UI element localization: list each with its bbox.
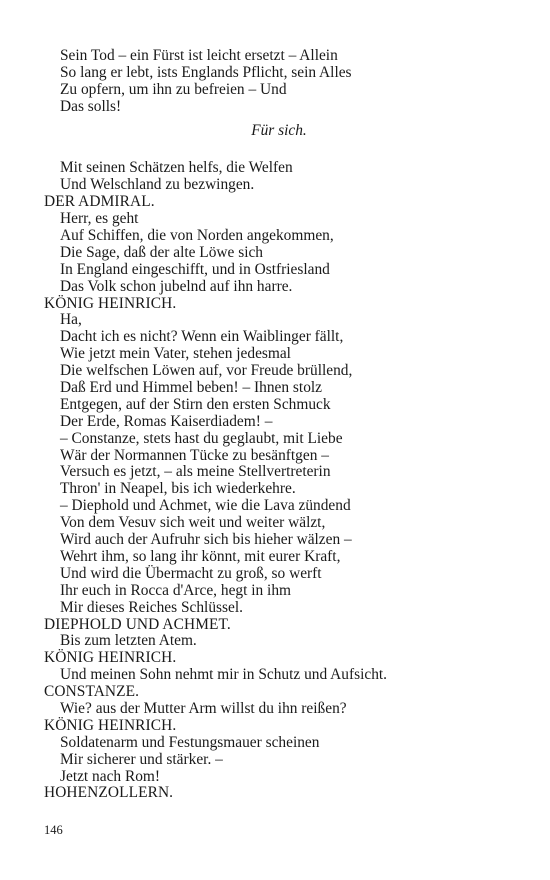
verse-line: Sein Tod – ein Fürst ist leicht ersetzt – Allein <box>60 47 338 64</box>
speaker-name: DIEPHOLD UND ACHMET. <box>44 615 231 633</box>
verse-line: Wär der Normannen Tücke zu besänftgen – <box>60 446 329 464</box>
verse-line: Und Welschland zu bezwingen. <box>60 176 255 194</box>
verse-line: Soldatenarm und Festungsmauer scheinen <box>60 733 320 751</box>
verse-line: Thron' in Neapel, bis ich wiederkehre. <box>60 480 296 498</box>
verse-line: Von dem Vesuv sich weit und weiter wälzt, <box>60 514 326 532</box>
verse-line: Ihr euch in Rocca d'Arce, hegt in ihm <box>60 581 291 599</box>
speaker-name: KÖNIG HEINRICH. <box>44 294 177 312</box>
verse-line: Mir sicherer und stärker. – <box>60 750 223 768</box>
drama-text <box>44 48 514 802</box>
verse-line: Zu opfern, um ihn zu befreien – Und <box>60 80 287 98</box>
verse-line: In England eingeschifft, und in Ostfriesland <box>60 260 330 278</box>
verse-line: Herr, es geht <box>60 210 139 228</box>
speaker-name: DER ADMIRAL. <box>44 193 155 211</box>
page-number: 146 <box>44 823 63 837</box>
verse-line: Das solls! <box>60 97 122 115</box>
verse-line: – Diephold und Achmet, wie die Lava zündend <box>60 497 351 515</box>
verse-line: Wie? aus der Mutter Arm willst du ihn reißen? <box>60 699 347 717</box>
stage-direction: Für sich. <box>251 121 307 139</box>
verse-line: Mit seinen Schätzen helfs, die Welfen <box>60 159 293 177</box>
verse-line: Auf Schiffen, die von Norden angekommen, <box>60 227 334 245</box>
verse-line: Versuch es jetzt, – als meine Stellvertreterin <box>60 463 331 481</box>
verse-line: Wehrt ihm, so lang ihr könnt, mit eurer Kraft, <box>60 547 341 565</box>
speaker-name: KÖNIG HEINRICH. <box>44 649 177 667</box>
verse-line: Ha, <box>60 311 82 329</box>
verse-line: Mir dieses Reiches Schlüssel. <box>60 598 243 616</box>
speaker-name: CONSTANZE. <box>44 683 140 701</box>
verse-line: Der Erde, Romas Kaiserdiadem! – <box>60 412 273 430</box>
verse-line: Entgegen, auf der Stirn den ersten Schmuck <box>60 395 331 413</box>
speaker-name: KÖNIG HEINRICH. <box>44 716 177 734</box>
speaker-name: HOHENZOLLERN. <box>44 784 174 802</box>
verse-line: Und wird die Übermacht zu groß, so werft <box>60 564 322 582</box>
verse-line: Und meinen Sohn nehmt mir in Schutz und Aufsicht. <box>60 666 388 684</box>
verse-line: Wird auch der Aufruhr sich bis hieher wälzen – <box>60 531 352 549</box>
verse-line: Die Sage, daß der alte Löwe sich <box>60 243 263 261</box>
verse-line: So lang er lebt, ists Englands Pflicht, sein Alles <box>60 63 352 81</box>
verse-line: Das Volk schon jubelnd auf ihn harre. <box>60 277 293 295</box>
verse-line: Die welfschen Löwen auf, vor Freude brüllend, <box>60 362 353 380</box>
verse-line: Bis zum letzten Atem. <box>60 632 197 650</box>
verse-line: Daß Erd und Himmel beben! – Ihnen stolz <box>60 379 323 397</box>
verse-line: Jetzt nach Rom! <box>60 767 161 785</box>
verse-line: Wie jetzt mein Vater, stehen jedesmal <box>60 345 291 363</box>
verse-line: Dacht ich es nicht? Wenn ein Waiblinger fällt, <box>60 328 344 346</box>
verse-line: – Constanze, stets hast du geglaubt, mit Liebe <box>60 429 343 447</box>
